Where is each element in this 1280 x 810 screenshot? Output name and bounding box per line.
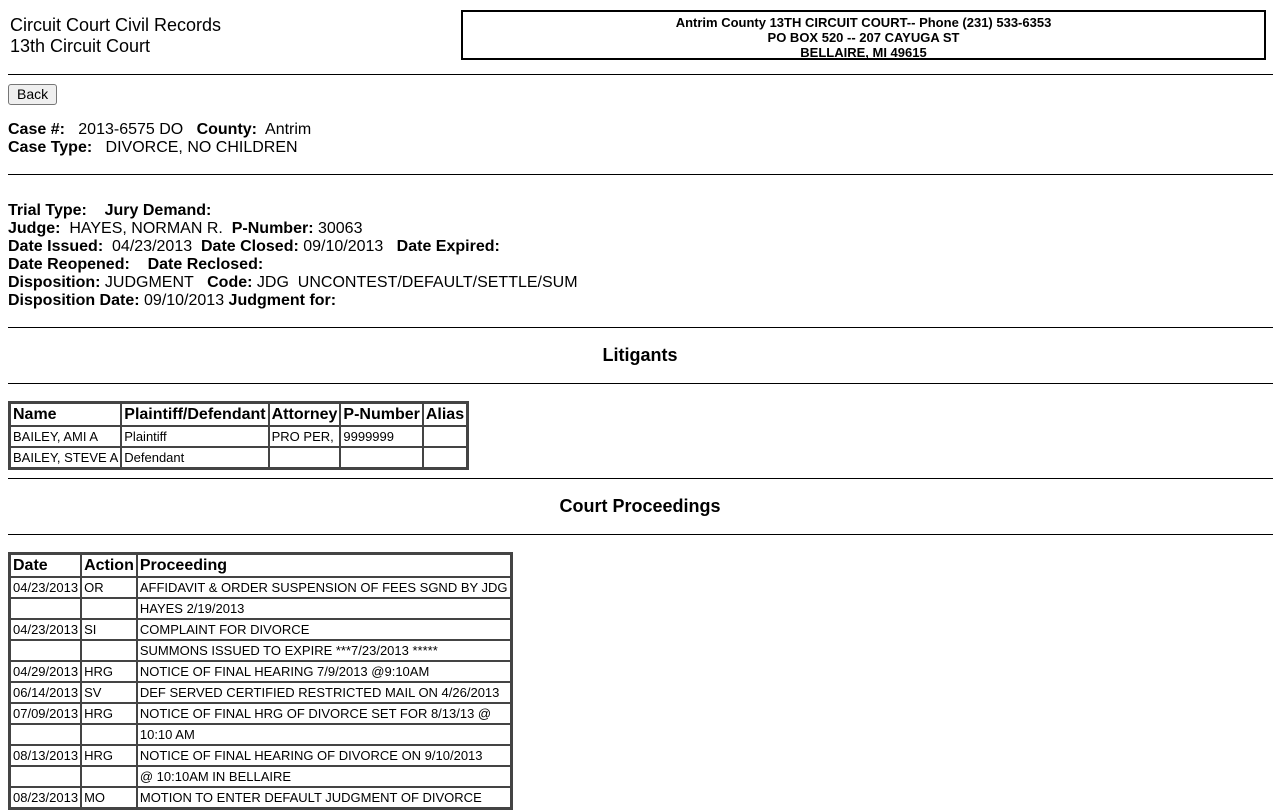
judge: HAYES, NORMAN R. xyxy=(69,220,223,237)
table-row xyxy=(10,703,511,724)
disposition: JUDGMENT xyxy=(104,274,194,291)
table-row xyxy=(10,640,511,661)
disposition-label: Disposition: xyxy=(8,274,101,291)
litigants-cell: PRO PER, xyxy=(269,426,341,447)
back-button[interactable]: Back xyxy=(8,84,57,105)
proceedings-cell xyxy=(10,598,81,619)
proceedings-cell: NOTICE OF FINAL HRG OF DIVORCE SET FOR 8/13/13 @ xyxy=(137,703,511,724)
code: JDG UNCONTEST/DEFAULT/SETTLE/SUM xyxy=(256,274,578,291)
divider xyxy=(8,534,1273,535)
litigants-cell xyxy=(423,447,467,468)
litigants-heading: Litigants xyxy=(602,345,678,365)
case-details xyxy=(8,202,578,310)
proceedings-cell: AFFIDAVIT & ORDER SUSPENSION OF FEES SGND BY JDG xyxy=(137,577,511,598)
pnumber-label: P-Number: xyxy=(231,220,314,237)
litigants-cell: BAILEY, AMI A xyxy=(10,426,121,447)
court-address: PO BOX 520 -- 207 CAYUGA ST xyxy=(767,30,960,45)
table-row xyxy=(10,682,511,703)
proceedings-cell xyxy=(10,766,81,787)
court-name-phone: Antrim County 13TH CIRCUIT COURT-- Phone (231) 533-6353 xyxy=(675,15,1052,30)
litigants-cell xyxy=(423,426,467,447)
proceedings-cell xyxy=(10,724,81,745)
litigants-header-cell: Attorney xyxy=(269,403,341,426)
litigants-header-cell: Plaintiff/Defendant xyxy=(121,403,268,426)
proceedings-cell: HRG xyxy=(81,745,137,766)
trial-type-label: Trial Type: xyxy=(8,202,87,219)
judge-label: Judge: xyxy=(8,220,61,237)
page-title-line2: 13th Circuit Court xyxy=(10,36,151,56)
reopen-line xyxy=(8,256,578,274)
proceedings-header-cell: Date xyxy=(10,554,81,577)
case-line xyxy=(8,121,311,139)
date-issued: 04/23/2013 xyxy=(112,238,193,255)
proceedings-cell: SUMMONS ISSUED TO EXPIRE ***7/23/2013 ***** xyxy=(137,640,511,661)
proceedings-cell xyxy=(81,640,137,661)
proceedings-cell: 06/14/2013 xyxy=(10,682,81,703)
proceedings-cell: @ 10:10AM IN BELLAIRE xyxy=(137,766,511,787)
proceedings-cell: NOTICE OF FINAL HEARING OF DIVORCE ON 9/10/2013 xyxy=(137,745,511,766)
proceedings-cell: NOTICE OF FINAL HEARING 7/9/2013 @9:10AM xyxy=(137,661,511,682)
proceedings-cell: HRG xyxy=(81,703,137,724)
trial-line xyxy=(8,202,578,220)
case-number-label: Case #: xyxy=(8,121,65,138)
litigants-header-cell: P-Number xyxy=(340,403,422,426)
proceedings-cell: SI xyxy=(81,619,137,640)
proceedings-cell: MO xyxy=(81,787,137,808)
table-row xyxy=(10,426,467,447)
proceedings-cell xyxy=(81,766,137,787)
case-number: 2013-6575 DO xyxy=(78,121,184,138)
proceedings-header-cell: Action xyxy=(81,554,137,577)
proceedings-cell: DEF SERVED CERTIFIED RESTRICTED MAIL ON 4/26/2013 xyxy=(137,682,511,703)
divider xyxy=(8,383,1273,384)
table-row xyxy=(10,577,511,598)
county-label: County: xyxy=(196,121,258,138)
proceedings-cell: 04/29/2013 xyxy=(10,661,81,682)
proceedings-cell xyxy=(81,724,137,745)
proceedings-cell: 10:10 AM xyxy=(137,724,511,745)
table-row xyxy=(10,787,511,808)
proceedings-body xyxy=(10,577,511,808)
disposition-line xyxy=(8,274,578,292)
litigants-cell xyxy=(340,447,422,468)
case-type-line xyxy=(8,139,311,157)
proceedings-cell xyxy=(10,640,81,661)
judge-line xyxy=(8,220,578,238)
litigants-table xyxy=(8,401,469,470)
proceedings-cell: 04/23/2013 xyxy=(10,619,81,640)
litigants-cell: 9999999 xyxy=(340,426,422,447)
date-reopened-label: Date Reopened: xyxy=(8,256,130,273)
code-label: Code: xyxy=(207,274,253,291)
date-issued-label: Date Issued: xyxy=(8,238,104,255)
pnumber: 30063 xyxy=(317,220,363,237)
date-reclosed-label: Date Reclosed: xyxy=(147,256,264,273)
proceedings-cell: COMPLAINT FOR DIVORCE xyxy=(137,619,511,640)
proceedings-table xyxy=(8,552,513,810)
litigants-cell: Plaintiff xyxy=(121,426,268,447)
litigants-header-row xyxy=(10,403,467,426)
court-city: BELLAIRE, MI 49615 xyxy=(800,45,927,60)
proceedings-heading: Court Proceedings xyxy=(559,496,721,516)
proceedings-cell: HRG xyxy=(81,661,137,682)
divider xyxy=(8,174,1273,175)
proceedings-cell: 07/09/2013 xyxy=(10,703,81,724)
date-closed: 09/10/2013 xyxy=(303,238,384,255)
litigants-header-cell: Alias xyxy=(423,403,467,426)
dates-line xyxy=(8,238,578,256)
case-type: DIVORCE, NO CHILDREN xyxy=(105,139,298,156)
litigants-body xyxy=(10,426,467,468)
disposition-date-label: Disposition Date: xyxy=(8,292,140,309)
county: Antrim xyxy=(265,121,312,138)
case-type-label: Case Type: xyxy=(8,139,93,156)
page-title xyxy=(10,15,221,57)
date-closed-label: Date Closed: xyxy=(201,238,299,255)
proceedings-header-row xyxy=(10,554,511,577)
litigants-cell: Defendant xyxy=(121,447,268,468)
disposition-date-line xyxy=(8,292,578,310)
litigants-cell xyxy=(269,447,341,468)
proceedings-cell: 08/23/2013 xyxy=(10,787,81,808)
proceedings-cell xyxy=(81,598,137,619)
table-row xyxy=(10,598,511,619)
proceedings-cell: 04/23/2013 xyxy=(10,577,81,598)
proceedings-cell: HAYES 2/19/2013 xyxy=(137,598,511,619)
proceedings-header-cell: Proceeding xyxy=(137,554,511,577)
divider xyxy=(8,327,1273,328)
disposition-date: 09/10/2013 xyxy=(144,292,225,309)
proceedings-cell: OR xyxy=(81,577,137,598)
court-info-box xyxy=(461,10,1266,60)
table-row xyxy=(10,766,511,787)
litigants-cell: BAILEY, STEVE A xyxy=(10,447,121,468)
date-expired-label: Date Expired: xyxy=(396,238,500,255)
proceedings-cell: MOTION TO ENTER DEFAULT JUDGMENT OF DIVORCE xyxy=(137,787,511,808)
table-row xyxy=(10,661,511,682)
table-row xyxy=(10,745,511,766)
case-summary xyxy=(8,121,311,157)
divider xyxy=(8,74,1273,75)
proceedings-cell: SV xyxy=(81,682,137,703)
divider xyxy=(8,478,1273,479)
page-title-line1: Circuit Court Civil Records xyxy=(10,15,222,35)
judgment-for-label: Judgment for: xyxy=(228,292,337,309)
table-row xyxy=(10,724,511,745)
proceedings-cell: 08/13/2013 xyxy=(10,745,81,766)
table-row xyxy=(10,619,511,640)
litigants-header-cell: Name xyxy=(10,403,121,426)
jury-demand-label: Jury Demand: xyxy=(104,202,212,219)
table-row xyxy=(10,447,467,468)
